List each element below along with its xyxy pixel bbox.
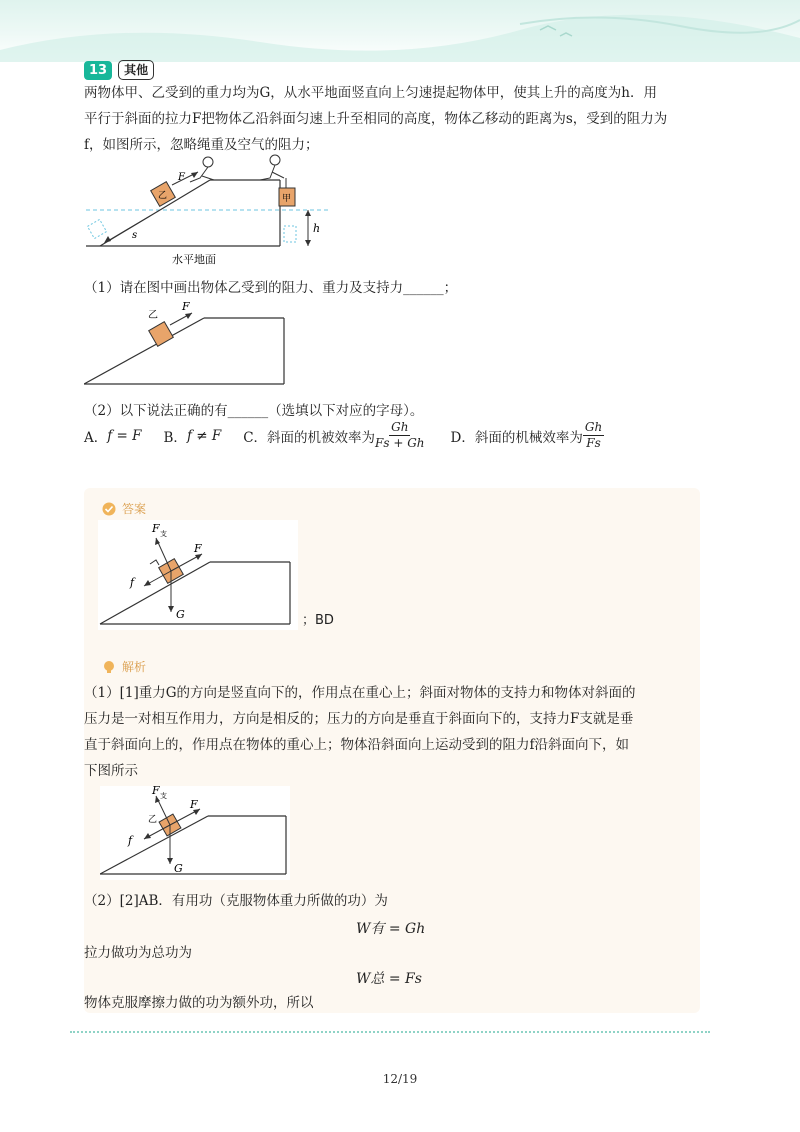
analysis-total-work-line: 拉力做功为总功为 (84, 945, 192, 961)
block-jia-label: 甲 (282, 194, 292, 204)
analysis-line: 下图所示 (84, 763, 138, 779)
answer-label: 答案 (122, 502, 147, 516)
force-f-label: F (182, 300, 190, 313)
analysis-part2-intro: （2）[2]AB．有用功（克服物体重力所做的功）为 (84, 893, 388, 909)
block-yi-label: 乙 (148, 310, 158, 321)
support-force-label: F (152, 786, 160, 797)
answer-figure (98, 520, 298, 630)
page-number: 12/19 (382, 1072, 418, 1086)
option-c: C．斜面的机被效率为 $\frac{Gh}{Fs + Gh}$ (243, 420, 425, 450)
ground-label: 水平地面 (172, 253, 216, 266)
question-header (84, 60, 154, 80)
equation-total-work: W总 = Fs (356, 971, 422, 987)
question-tag: 其他 (118, 60, 154, 80)
analysis-line: （1）[1]重力G的方向是竖直向下的，作用点在重心上；斜面对物体的支持力和物体对斜面的 (84, 685, 636, 701)
fraction-denominator: Fs (586, 436, 601, 450)
check-badge-icon (102, 502, 116, 516)
fraction-numerator: Gh (391, 420, 409, 434)
option-a: A． f = F (84, 427, 142, 446)
analysis-label: 解析 (122, 660, 147, 674)
analysis-paragraph (84, 680, 636, 784)
friction-label: f (128, 834, 133, 847)
stem-line: f，如图所示，忽略绳重及空气的阻力； (84, 137, 319, 153)
distance-s-label: s (132, 230, 138, 241)
force-f-label: F (190, 798, 198, 811)
header-banner (0, 0, 800, 62)
options-row (84, 420, 604, 451)
analysis-line: 直于斜面向上的，作用点在物体的重心上；物体沿斜面向上运动受到的阻力f沿斜面向下，如 (84, 737, 629, 753)
gravity-label: G (174, 862, 183, 875)
support-subscript: 支 (160, 792, 167, 800)
header-decoration (0, 0, 800, 62)
gravity-label: G (176, 608, 185, 621)
lightbulb-icon (102, 660, 116, 674)
question-number: 13 (84, 61, 112, 80)
footer-divider (70, 1031, 710, 1033)
stem-line: 平行于斜面的拉力F把物体乙沿斜面匀速上升至相同的高度，物体乙移动的距离为s，受到的阻力为 (84, 111, 668, 127)
support-subscript: 支 (160, 530, 167, 538)
fraction-denominator: Fs + Gh (375, 436, 425, 450)
fraction-numerator: Gh (584, 420, 603, 434)
analysis-line: 压力是一对相互作用力，方向是相反的；压力的方向是垂直于斜面向下的，支持力F支就是垂 (84, 711, 634, 727)
equation-useful-work: W有 = Gh (356, 921, 426, 937)
analysis-extra-work-line: 物体克服摩擦力做的功为额外功，所以 (84, 995, 314, 1011)
incline-figure (84, 298, 294, 388)
friction-label: f (130, 576, 135, 589)
question-stem (84, 80, 667, 158)
option-d: D．斜面的机械效率为 $\frac{Gh}{Fs}$ (450, 420, 603, 450)
answer-text: ；BD (302, 613, 334, 628)
answer-label-row (102, 500, 146, 517)
stem-line: 两物体甲、乙受到的重力均为G，从水平地面竖直向上匀速提起物体甲，使其上升的高度为h．用 (84, 85, 657, 101)
part1-prompt: （1）请在图中画出物体乙受到的阻力、重力及支持力______； (84, 280, 458, 296)
height-h-label: h (313, 222, 321, 235)
option-b: B． f ≠ F (163, 427, 222, 446)
setup-figure (80, 150, 340, 270)
block-yi-label: 乙 (158, 191, 168, 201)
analysis-figure (100, 786, 290, 880)
force-f-label: F (194, 542, 202, 555)
analysis-label-row (102, 658, 146, 675)
support-force-label: F (152, 522, 160, 535)
force-f-label: F (178, 172, 185, 183)
part2-prompt: （2）以下说法正确的有______（选填以下对应的字母）。 (84, 403, 424, 419)
block-yi-label: 乙 (148, 815, 158, 825)
